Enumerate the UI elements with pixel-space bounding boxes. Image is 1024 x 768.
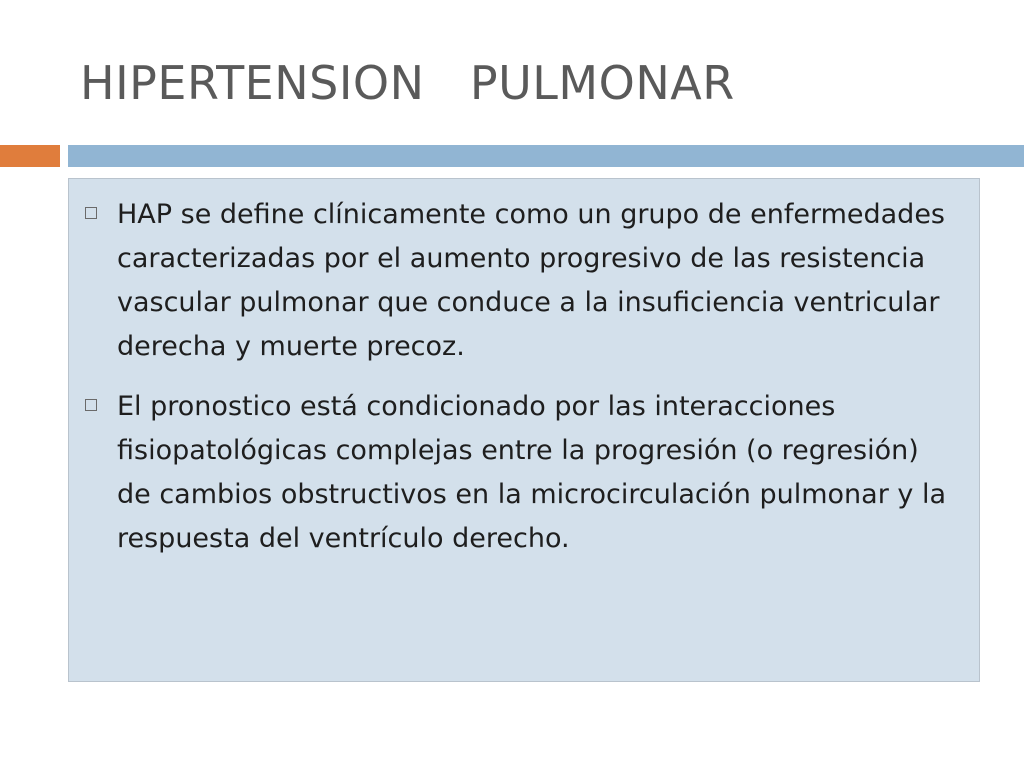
content-box bbox=[68, 178, 980, 682]
orange-accent-bar bbox=[0, 145, 60, 167]
hollow-square-bullet-icon bbox=[85, 207, 97, 219]
bullet-text: HAP se define clínicamente como un grupo de enfermedades caracterizadas por el aumento progresivo de las resistencia vascular pulmonar que conduce a la insuficiencia ventricular derecha y muerte precoz. bbox=[117, 199, 945, 362]
bullet-text: El pronostico está condicionado por las interacciones fisiopatológicas complejas entre la progresión (o regresión) de cambios obstructivos en la microcirculación pulmonar y la respuesta del ventrículo derecho. bbox=[117, 391, 946, 554]
hollow-square-bullet-icon bbox=[85, 399, 97, 411]
bullet-item-prognosis bbox=[81, 385, 959, 561]
bullet-item-definition bbox=[81, 193, 959, 369]
bullet-list bbox=[81, 193, 959, 561]
slide-title: HIPERTENSION PULMONAR bbox=[80, 56, 735, 110]
blue-title-rule bbox=[68, 145, 1024, 167]
